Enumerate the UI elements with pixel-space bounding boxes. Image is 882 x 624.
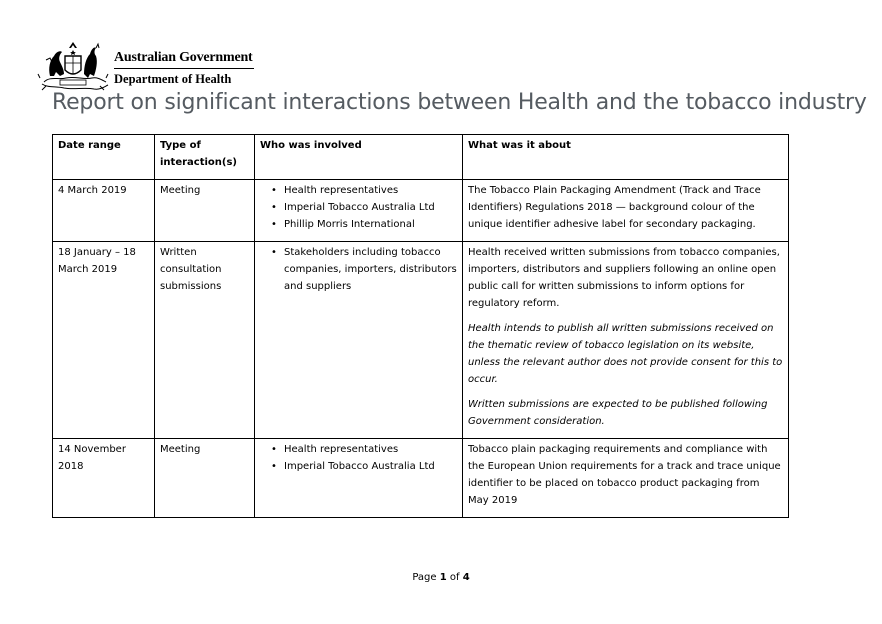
participant-list bbox=[260, 182, 457, 233]
table-header-row bbox=[53, 135, 789, 180]
participant-item: • Imperial Tobacco Australia Ltd bbox=[260, 458, 457, 475]
column-header-who: Who was involved bbox=[255, 135, 463, 180]
what-cell bbox=[463, 180, 789, 242]
who-cell bbox=[255, 180, 463, 242]
letterhead bbox=[36, 36, 296, 92]
table-row bbox=[53, 439, 789, 518]
interactions-table bbox=[52, 134, 789, 518]
date-cell: 14 November 2018 bbox=[53, 439, 155, 518]
coat-of-arms-icon bbox=[36, 36, 110, 92]
date-cell: 18 January – 18 March 2019 bbox=[53, 242, 155, 439]
description-paragraph: Health received written submissions from tobacco companies, importers, distributors and suppliers following an online open public call for written submissions to inform options for regulatory reform. bbox=[468, 247, 780, 309]
column-header-date: Date range bbox=[53, 135, 155, 180]
what-cell bbox=[463, 242, 789, 439]
participant-list bbox=[260, 441, 457, 475]
participant-item: • Health representatives bbox=[260, 441, 457, 458]
publication-timing-note: Written submissions are expected to be published following Government consideration. bbox=[468, 399, 768, 427]
column-header-what: What was it about bbox=[463, 135, 789, 180]
government-name: Australian Government bbox=[114, 50, 253, 65]
who-cell bbox=[255, 439, 463, 518]
participant-item: • Health representatives bbox=[260, 182, 457, 199]
participant-item: • Imperial Tobacco Australia Ltd bbox=[260, 199, 457, 216]
participant-list bbox=[260, 244, 457, 295]
page-separator: of bbox=[449, 572, 460, 583]
current-page: 1 bbox=[439, 572, 447, 583]
table-row bbox=[53, 180, 789, 242]
type-cell: Meeting bbox=[155, 180, 255, 242]
total-pages: 4 bbox=[462, 572, 470, 583]
type-cell: Written consultation submissions bbox=[155, 242, 255, 439]
participant-item: • Stakeholders including tobacco companies, importers, distributors and suppliers bbox=[260, 244, 457, 295]
date-cell: 4 March 2019 bbox=[53, 180, 155, 242]
description-paragraph: Tobacco plain packaging requirements and compliance with the European Union requirements for a track and trace unique identifier to be placed on tobacco product packaging from May 2019 bbox=[468, 444, 781, 506]
participant-item: • Phillip Morris International bbox=[260, 216, 457, 233]
page-number bbox=[0, 572, 882, 583]
page-title: Report on significant interactions between Health and the tobacco industry bbox=[52, 90, 867, 115]
letterhead-divider bbox=[114, 68, 254, 69]
page-label: Page bbox=[412, 572, 437, 583]
publication-note: Health intends to publish all written submissions received on the thematic review of tobacco legislation on its website, unless the relevant author does not provide consent for this to occur. bbox=[468, 323, 783, 385]
type-cell: Meeting bbox=[155, 439, 255, 518]
table-row bbox=[53, 242, 789, 439]
what-cell bbox=[463, 439, 789, 518]
who-cell bbox=[255, 242, 463, 439]
column-header-type: Type of interaction(s) bbox=[155, 135, 255, 180]
department-name: Department of Health bbox=[114, 72, 232, 86]
description-paragraph: The Tobacco Plain Packaging Amendment (Track and Trace Identifiers) Regulations 2018 — background colour of the unique identifier adhesive label for secondary packaging. bbox=[468, 185, 761, 230]
